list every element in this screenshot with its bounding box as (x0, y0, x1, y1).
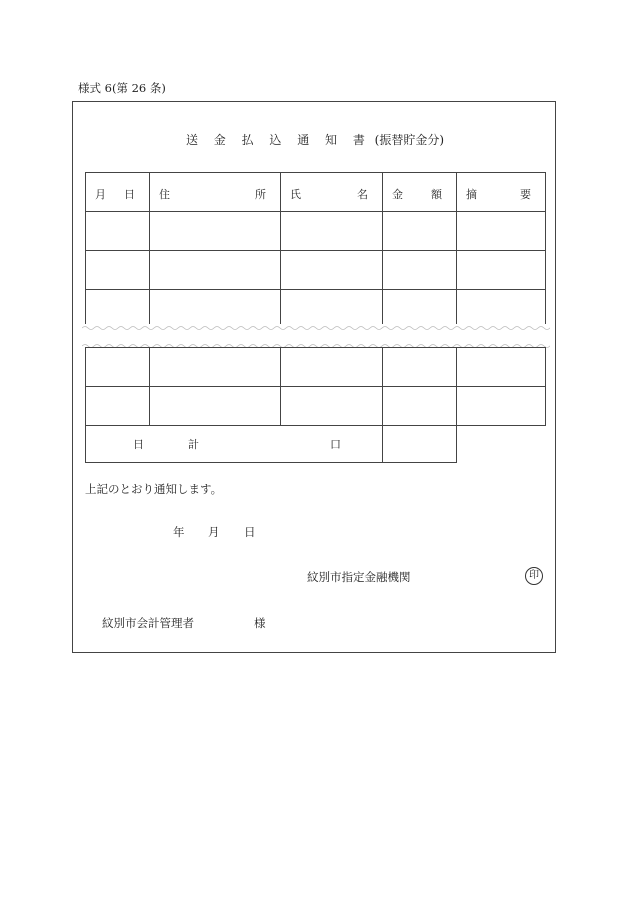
header-remarks: 摘 要 (457, 173, 546, 212)
total-amount-divider (382, 424, 383, 462)
day-label: 日 (244, 525, 256, 539)
honorific: 様 (254, 616, 266, 630)
form-number-label: 様式 6(第 26 条) (78, 81, 166, 95)
header-amount: 金 額 (383, 173, 457, 212)
table-row (86, 387, 546, 426)
header-name: 氏 名 (281, 173, 383, 212)
notice-text: 上記のとおり通知します。 (85, 482, 223, 496)
table-row (86, 290, 546, 329)
year-label: 年 (173, 525, 185, 539)
header-address: 住 所 (150, 173, 281, 212)
title-main: 送 金 払 込 通 知 書 (185, 133, 371, 147)
document-title (0, 131, 630, 148)
recipient-official: 紋別市会計管理者 (102, 616, 194, 630)
month-label: 月 (208, 525, 220, 539)
seal-mark: 印 (525, 567, 543, 585)
table-row (86, 251, 546, 290)
table-header-row (86, 173, 546, 212)
header-date: 月 日 (86, 173, 150, 212)
bank-name: 紋別市指定金融機関 (307, 570, 411, 584)
table-row (86, 348, 546, 387)
total-count-label: 口 (330, 438, 341, 451)
remittance-table-bottom (85, 347, 546, 426)
title-sub: (振替貯金分) (374, 133, 445, 147)
total-row (85, 424, 457, 463)
total-days-label: 日 (133, 438, 144, 451)
remittance-table-top (85, 172, 546, 329)
table-row (86, 212, 546, 251)
total-label: 計 (188, 438, 199, 451)
